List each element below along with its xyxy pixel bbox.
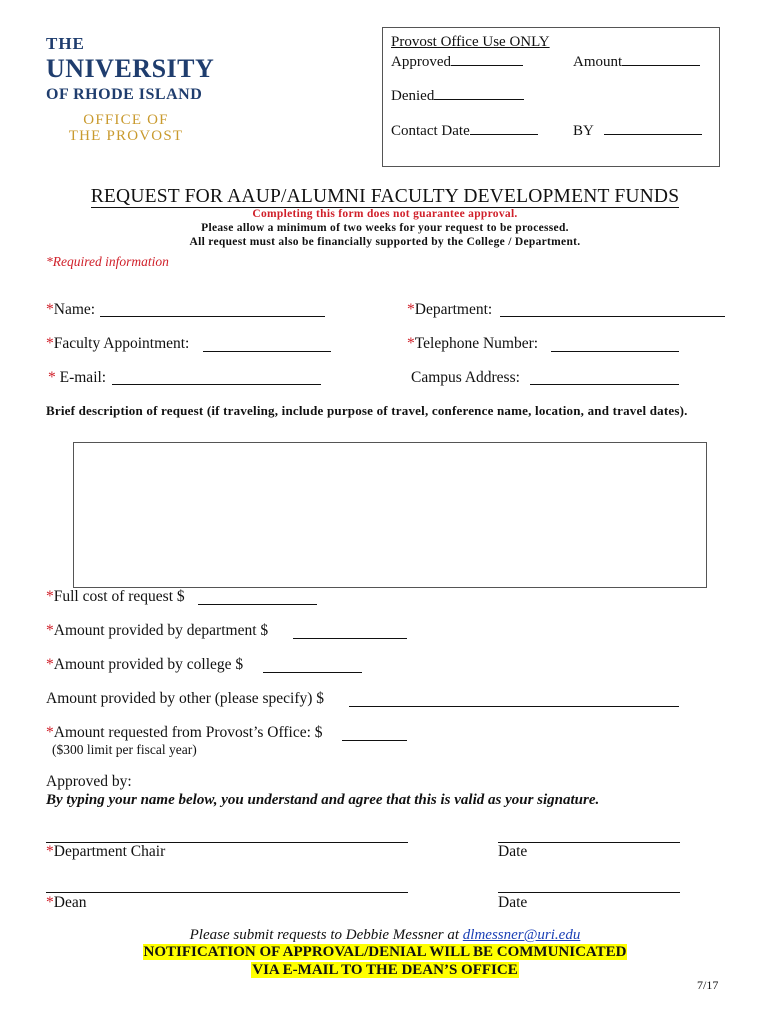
description-textarea[interactable] (73, 442, 707, 588)
faculty-appointment-field[interactable] (203, 351, 331, 352)
telephone-label: *Telephone Number: (407, 335, 539, 352)
department-chair-label: *Department Chair (46, 843, 166, 860)
by-line[interactable] (604, 121, 702, 135)
logo-university: UNIVERSITY (46, 54, 215, 83)
brief-description-label: Brief description of request (if traveling, include purpose of travel, conference name, location, and travel dates). (46, 403, 688, 418)
amount-requested-label: *Amount requested from Provost’s Office: $ (46, 724, 323, 741)
department-label: *Department: (407, 301, 493, 318)
provost-box-heading: Provost Office Use ONLY (391, 34, 550, 50)
by-label: BY (573, 123, 594, 139)
processing-time-notice: Please allow a minimum of two weeks for your request to be processed. (201, 222, 569, 234)
dean-label: *Dean (46, 894, 87, 911)
faculty-appointment-label: *Faculty Appointment: (46, 335, 190, 352)
signature-agreement-note: By typing your name below, you understand and agree that this is valid as your signature. (46, 792, 600, 808)
form-version: 7/17 (697, 978, 719, 992)
denied-label: Denied (391, 88, 435, 104)
logo-the-provost: THE PROVOST (68, 128, 184, 144)
logo-the: THE (46, 34, 85, 53)
no-guarantee-notice: Completing this form does not guarantee approval. (252, 208, 518, 220)
amount-line[interactable] (622, 52, 700, 66)
name-field[interactable] (100, 316, 325, 317)
amount-department-label: *Amount provided by department $ (46, 622, 269, 639)
logo-office-of: OFFICE OF (83, 112, 169, 128)
approved-label: Approved (391, 54, 451, 70)
dean-date-label: Date (498, 894, 528, 911)
email-field[interactable] (112, 384, 321, 385)
approved-line[interactable] (451, 52, 523, 66)
dean-signature-field[interactable] (46, 892, 408, 893)
submit-instructions: Please submit requests to Debbie Messner at dlmessner@uri.edu (189, 927, 581, 943)
full-cost-label: *Full cost of request $ (46, 588, 185, 605)
required-information-note: *Required information (46, 254, 169, 269)
approved-by-label: Approved by: (46, 773, 132, 790)
department-chair-date-label: Date (498, 843, 528, 860)
amount-department-field[interactable] (293, 638, 407, 639)
telephone-field[interactable] (551, 351, 679, 352)
email-label: * E-mail: (48, 369, 107, 386)
amount-college-field[interactable] (263, 672, 362, 673)
full-cost-field[interactable] (198, 604, 317, 605)
amount-requested-field[interactable] (342, 740, 407, 741)
form-title: REQUEST FOR AAUP/ALUMNI FACULTY DEVELOPMENT FUNDS (90, 186, 680, 207)
contact-date-line[interactable] (470, 121, 538, 135)
department-field[interactable] (500, 316, 725, 317)
denied-line[interactable] (434, 86, 524, 100)
name-label: *Name: (46, 301, 96, 318)
provost-use-box (382, 27, 720, 167)
dean-date-field[interactable] (498, 892, 680, 893)
amount-college-label: *Amount provided by college $ (46, 656, 244, 673)
amount-label: Amount (573, 54, 623, 70)
fiscal-year-limit-note: ($300 limit per fiscal year) (52, 742, 197, 757)
amount-other-field[interactable] (349, 706, 679, 707)
campus-address-field[interactable] (530, 384, 679, 385)
contact-date-label: Contact Date (391, 123, 470, 139)
amount-other-label: Amount provided by other (please specify) $ (46, 690, 325, 707)
submit-email-link[interactable]: dlmessner@uri.edu (462, 927, 581, 943)
campus-address-label: Campus Address: (411, 369, 520, 386)
financial-support-notice: All request must also be financially supported by the College / Department. (189, 236, 581, 248)
logo-rhode-island: OF RHODE ISLAND (46, 86, 203, 103)
notification-line1: NOTIFICATION OF APPROVAL/DENIAL WILL BE COMMUNICATED (143, 944, 627, 960)
notification-line2: VIA E-MAIL TO THE DEAN’S OFFICE (252, 962, 518, 978)
